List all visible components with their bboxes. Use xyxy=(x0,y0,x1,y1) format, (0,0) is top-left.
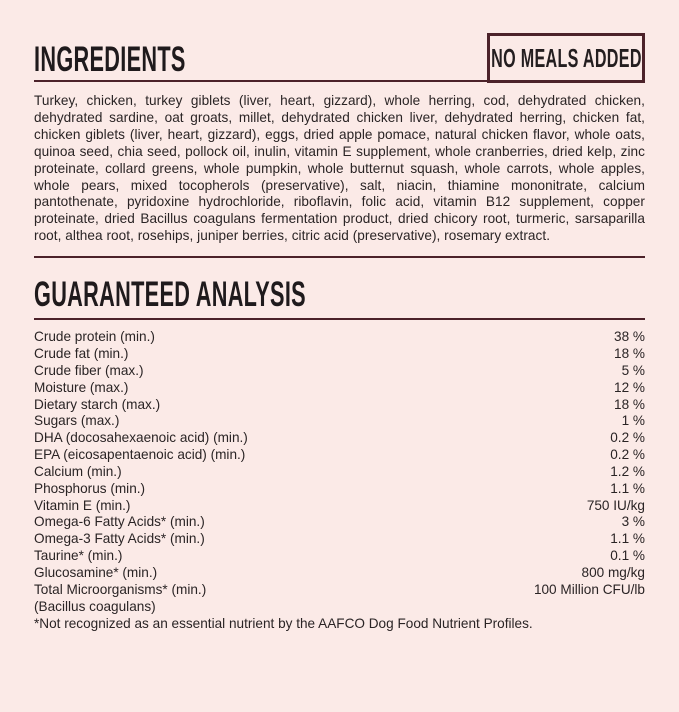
analysis-value: 1.1 % xyxy=(610,480,645,496)
analysis-value: 1.2 % xyxy=(610,463,645,479)
analysis-value: 0.1 % xyxy=(610,548,645,564)
analysis-row xyxy=(34,413,645,430)
analysis-value: 800 mg/kg xyxy=(581,564,645,580)
analysis-label: Crude fiber (max.) xyxy=(34,362,144,378)
analysis-row xyxy=(34,397,645,414)
ingredients-title: INGREDIENTS xyxy=(34,40,186,79)
analysis-row xyxy=(34,329,645,346)
analysis-row xyxy=(34,346,645,363)
analysis-label: Total Microorganisms* (min.) xyxy=(34,581,207,597)
analysis-value: 18 % xyxy=(614,396,645,412)
analysis-label: DHA (docosahexaenoic acid) (min.) xyxy=(34,430,248,446)
analysis-row xyxy=(34,380,645,397)
aafco-footnote: *Not recognized as an essential nutrient by the AAFCO Dog Food Nutrient Profiles. xyxy=(34,615,533,631)
analysis-row xyxy=(34,548,645,565)
analysis-value: 0.2 % xyxy=(610,447,645,463)
analysis-value: 100 Million CFU/lb xyxy=(533,581,645,597)
analysis-value: 1 % xyxy=(621,413,645,429)
analysis-row xyxy=(34,582,645,599)
ingredients-paragraph: Turkey, chicken, turkey giblets (liver, heart, gizzard), whole herring, cod, dehydrated chicken, dehydrated sardine, oat groats, millet, dehydrated chicken liver, dehydrated herring, chicken fat, chicken giblets (liver, heart, gizzard), eggs, dried apple pomace, natural chicken flavor, whole oats, quinoa seed, chia seed, pollock oil, inulin, vitamin E supplement, whole cranberries, dried kelp, zinc proteinate, collard greens, whole pumpkin, whole butternut squash, whole carrots, whole apples, whole pears, mixed tocopherols (preservative), salt, niacin, thiamine mononitrate, calcium pantothenate, pyridoxine hydrochloride, riboflavin, folic acid, vitamin B12 supplement, copper proteinate, dried Bacillus coagulans fermentation product, dried chicory root, turmeric, sarsaparilla root, althea root, rosehips, juniper berries, citric acid (preservative), rosemary extract. xyxy=(34,93,645,244)
analysis-value: 0.2 % xyxy=(610,430,645,446)
no-meals-added-badge-label: NO MEALS ADDED xyxy=(490,42,642,73)
analysis-row xyxy=(34,514,645,531)
analysis-label: Dietary starch (max.) xyxy=(34,396,161,412)
analysis-label: Crude fat (min.) xyxy=(34,346,129,361)
analysis-label: EPA (eicosapentaenoic acid) (min.) xyxy=(34,447,246,463)
analysis-label: Moisture (max.) xyxy=(34,379,129,395)
analysis-label: (Bacillus coagulans) xyxy=(34,598,156,614)
analysis-value: 5 % xyxy=(621,362,645,378)
section-divider xyxy=(34,256,645,258)
analysis-value: 750 IU/kg xyxy=(586,497,645,513)
analysis-row xyxy=(34,531,645,548)
analysis-row xyxy=(34,464,645,481)
analysis-label: Vitamin E (min.) xyxy=(34,497,131,513)
no-meals-added-badge xyxy=(487,33,645,83)
analysis-row xyxy=(34,599,645,616)
analysis-label: Calcium (min.) xyxy=(34,463,122,479)
analysis-label: Sugars (max.) xyxy=(34,413,120,429)
analysis-label: Crude protein (min.) xyxy=(34,329,155,345)
ingredients-header xyxy=(34,33,645,82)
analysis-label: Omega-3 Fatty Acids* (min.) xyxy=(34,531,205,547)
analysis-row xyxy=(34,430,645,447)
analysis-label: Glucosamine* (min.) xyxy=(34,564,158,580)
analysis-label: Taurine* (min.) xyxy=(34,548,123,564)
analysis-value: 1.1 % xyxy=(610,531,645,547)
guaranteed-analysis-title: GUARANTEED ANALYSIS xyxy=(34,275,306,315)
analysis-value: 3 % xyxy=(621,514,645,530)
analysis-row xyxy=(34,447,645,464)
analysis-value: 38 % xyxy=(614,329,645,345)
guaranteed-analysis-table xyxy=(34,329,645,615)
analysis-row xyxy=(34,363,645,380)
label-panel xyxy=(0,33,679,712)
analysis-row xyxy=(34,565,645,582)
analysis-value: 18 % xyxy=(614,346,645,361)
guaranteed-analysis-header xyxy=(34,272,645,320)
analysis-value: 12 % xyxy=(614,379,645,395)
analysis-row xyxy=(34,481,645,498)
analysis-label: Omega-6 Fatty Acids* (min.) xyxy=(34,514,205,530)
analysis-row xyxy=(34,498,645,515)
analysis-label: Phosphorus (min.) xyxy=(34,480,146,496)
